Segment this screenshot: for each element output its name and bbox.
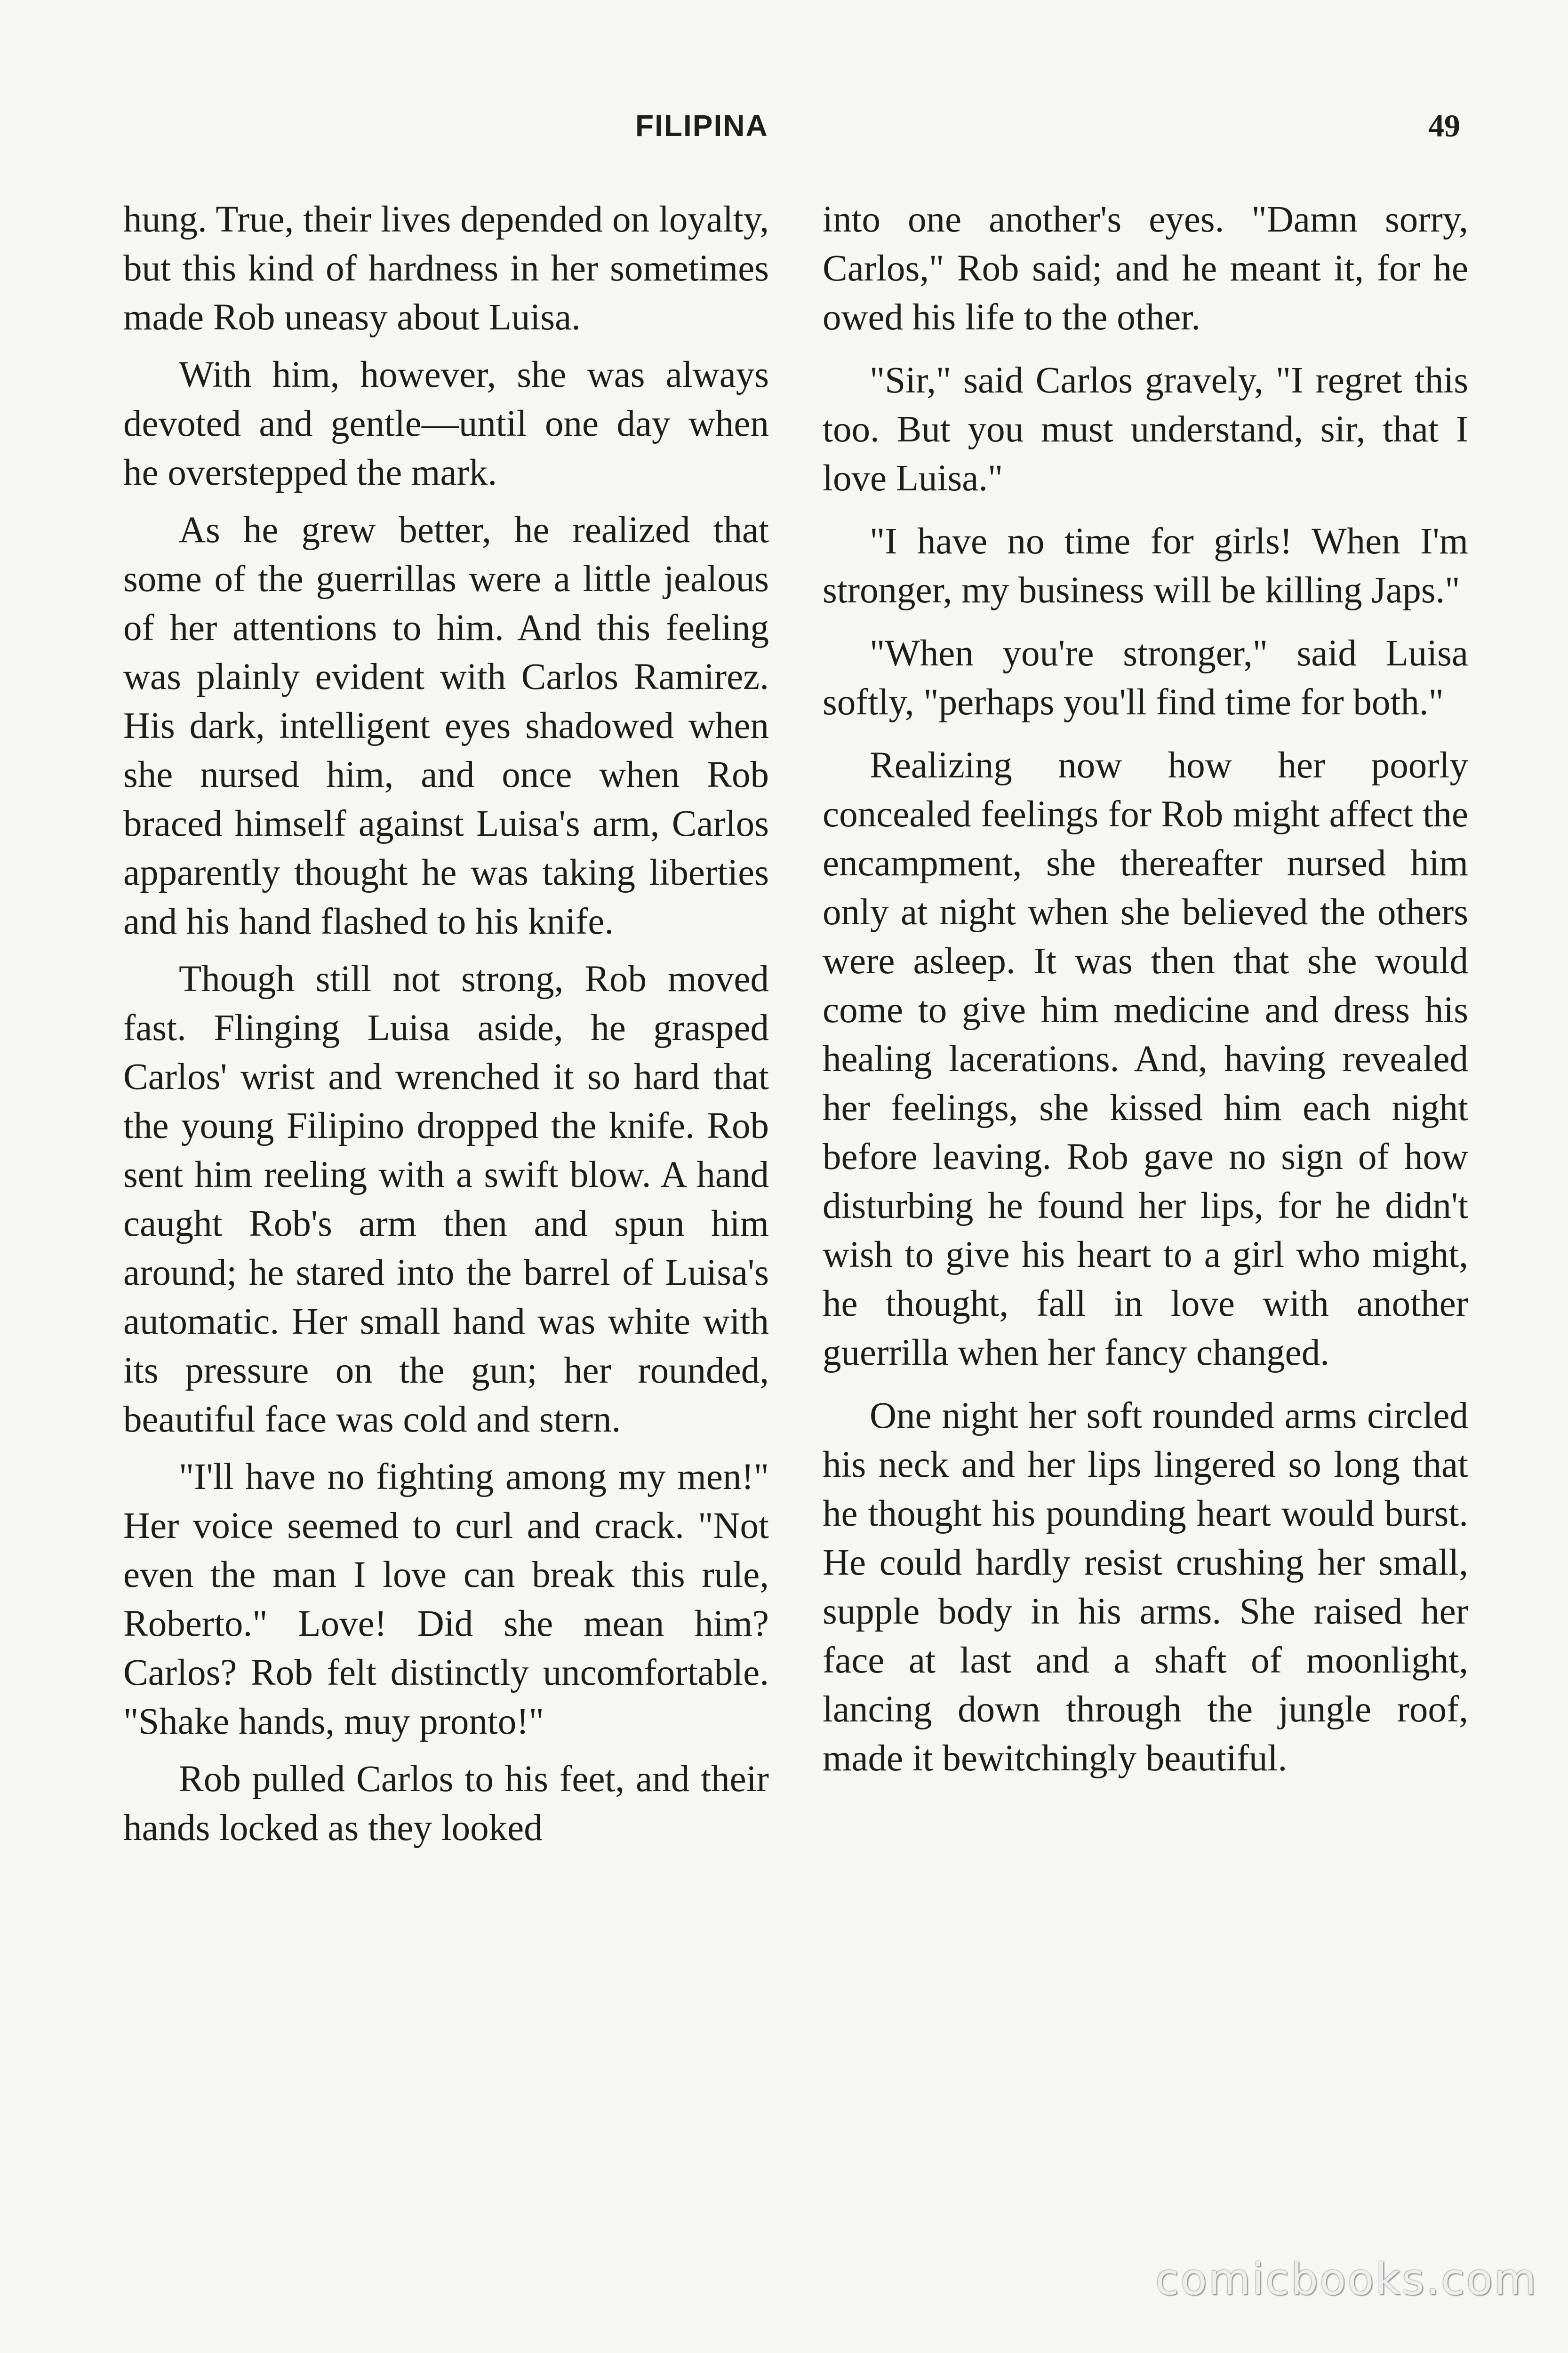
paragraph: "I'll have no fighting among my men!" Her voice seemed to curl and crack. "Not even the man I love can break this rule, Roberto." Love! Did she mean him? Carlos? Rob felt distinctly uncomfortable. "Shake hands, muy pronto!" — [123, 1457, 769, 1742]
paragraph: "I have no time for girls! When I'm stronger, my business will be killing Japs." — [823, 521, 1468, 611]
left-text-column — [123, 195, 769, 2162]
site-watermark: comicbooks.com — [1155, 2254, 1538, 2305]
paragraph: With him, however, she was always devoted and gentle—until one day when he overstepped the mark. — [123, 354, 769, 493]
paragraph: "Sir," said Carlos gravely, "I regret this too. But you must understand, sir, that I love Luisa." — [823, 360, 1468, 499]
running-head: FILIPINA — [635, 109, 768, 143]
paragraph: Rob pulled Carlos to his feet, and their hands locked as they looked — [123, 1759, 769, 1849]
paragraph: Though still not strong, Rob moved fast. Flinging Luisa aside, he grasped Carlos' wrist and wrenched it so hard that the young Filipino dropped the knife. Rob sent him reeling with a swift blow. A hand caught Rob's arm then and spun him around; he stared into the barrel of Luisa's automatic. Her small hand was white with its pressure on the gun; her rounded, beautiful face was cold and stern. — [123, 959, 769, 1440]
paragraph: Realizing now how her poorly concealed feelings for Rob might affect the encampment, she thereafter nursed him only at night when she believed the others were asleep. It was then that she would come to give him medicine and dress his healing lacerations. And, having revealed her feelings, she kissed him each night before leaving. Rob gave no sign of how disturbing he found her lips, for he didn't wish to give his heart to a girl who might, he thought, fall in love with another guerrilla when her fancy changed. — [823, 745, 1468, 1373]
paragraph: hung. True, their lives depended on loyalty, but this kind of hardness in her sometimes made Rob uneasy about Luisa. — [123, 199, 769, 338]
paragraph: into one another's eyes. "Damn sorry, Carlos," Rob said; and he meant it, for he owed his life to the other. — [823, 199, 1468, 338]
paragraph: As he grew better, he realized that some of the guerrillas were a little jealous of her attentions to him. And this feeling was plainly evident with Carlos Ramirez. His dark, intelligent eyes shadowed when she nursed him, and once when Rob braced himself against Luisa's arm, Carlos apparently thought he was taking liberties and his hand flashed to his knife. — [123, 510, 769, 942]
paragraph: "When you're stronger," said Luisa softly, "perhaps you'll find time for both." — [823, 633, 1468, 723]
right-text-column — [823, 195, 1468, 2162]
paragraph: One night her soft rounded arms circled his neck and her lips lingered so long that he thought his pounding heart would burst. He could hardly resist crushing her small, supple body in his arms. She raised her face at last and a shaft of moonlight, lancing down through the jungle roof, made it bewitchingly beautiful. — [823, 1395, 1468, 1779]
page-number: 49 — [1428, 108, 1460, 144]
